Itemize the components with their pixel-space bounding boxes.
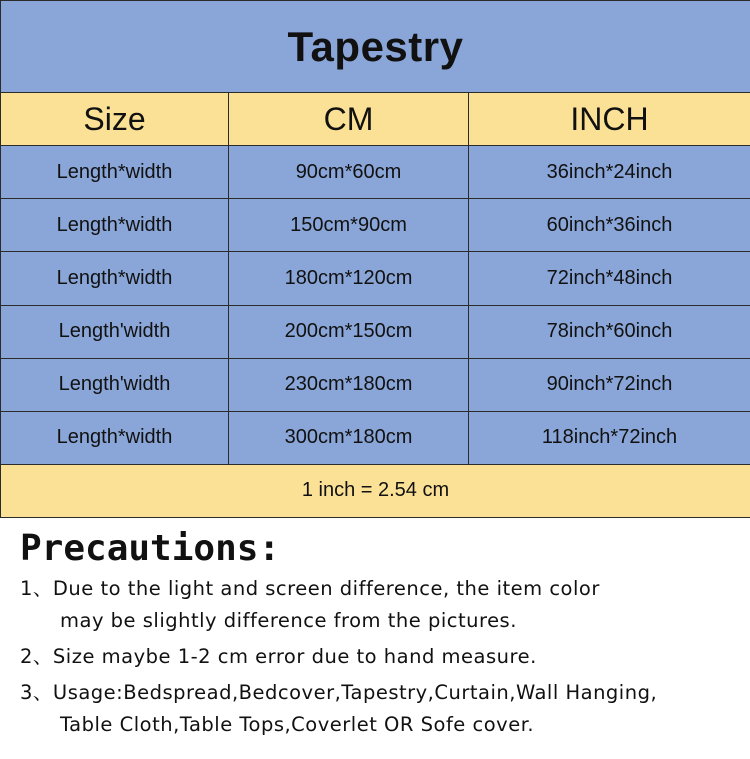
size-cell: Length*width xyxy=(1,146,229,199)
item-line: Table Cloth,Table Tops,Coverlet OR Sofe cover. xyxy=(60,713,535,736)
inch-cell: 118inch*72inch xyxy=(469,411,750,464)
inch-cell: 36inch*24inch xyxy=(469,146,750,199)
table-header-row xyxy=(1,93,750,146)
conversion-note: 1 inch = 2.54 cm xyxy=(1,464,750,517)
item-line: Usage:Bedspread,Bedcover,Tapestry,Curtain,Wall Hanging, xyxy=(52,681,658,704)
item-line: Size maybe 1-2 cm error due to hand measure. xyxy=(52,645,537,668)
table-row xyxy=(1,146,750,199)
inch-cell: 78inch*60inch xyxy=(469,305,750,358)
table-row xyxy=(1,358,750,411)
item-line: Due to the light and screen difference, the item color xyxy=(52,577,600,600)
size-cell: Length*width xyxy=(1,252,229,305)
table-row xyxy=(1,199,750,252)
item-number: 1、 xyxy=(20,577,53,600)
inch-cell: 72inch*48inch xyxy=(469,252,750,305)
precaution-item-continued xyxy=(20,709,740,741)
precaution-item xyxy=(20,573,740,605)
header-cm: CM xyxy=(229,93,469,146)
table-title: Tapestry xyxy=(1,1,750,93)
cm-cell: 200cm*150cm xyxy=(229,305,469,358)
precaution-item-continued xyxy=(20,605,740,637)
cm-cell: 230cm*180cm xyxy=(229,358,469,411)
precautions-title: Precautions: xyxy=(20,528,281,569)
size-cell: Length'width xyxy=(1,305,229,358)
header-size: Size xyxy=(1,93,229,146)
size-cell: Length*width xyxy=(1,411,229,464)
cm-cell: 90cm*60cm xyxy=(229,146,469,199)
cm-cell: 180cm*120cm xyxy=(229,252,469,305)
header-inch: INCH xyxy=(469,93,750,146)
table-row xyxy=(1,411,750,464)
inch-cell: 90inch*72inch xyxy=(469,358,750,411)
inch-cell: 60inch*36inch xyxy=(469,199,750,252)
table-row xyxy=(1,252,750,305)
precaution-item xyxy=(20,641,740,673)
item-text xyxy=(53,573,740,605)
size-cell: Length'width xyxy=(1,358,229,411)
precautions-section xyxy=(20,528,740,741)
item-number: 2、 xyxy=(20,645,53,668)
item-number: 3、 xyxy=(20,681,53,704)
cm-cell: 300cm*180cm xyxy=(229,411,469,464)
cm-cell: 150cm*90cm xyxy=(229,199,469,252)
item-line: may be slightly difference from the pictures. xyxy=(60,609,517,632)
size-cell: Length*width xyxy=(1,199,229,252)
table-row xyxy=(1,305,750,358)
precaution-item xyxy=(20,677,740,709)
